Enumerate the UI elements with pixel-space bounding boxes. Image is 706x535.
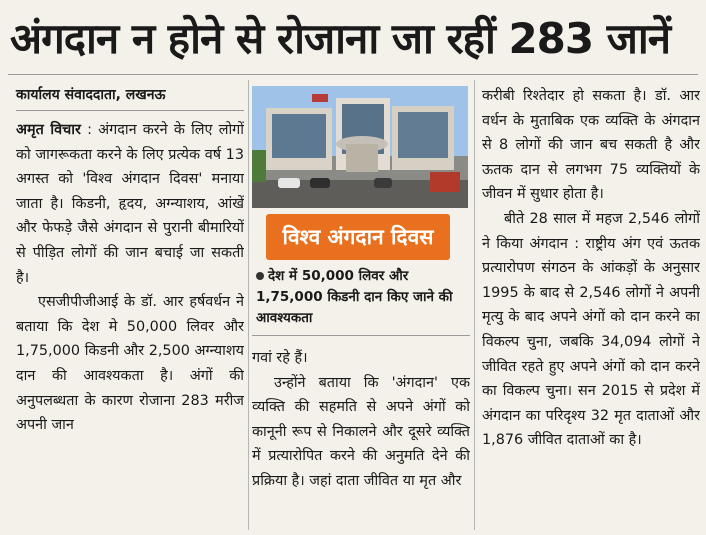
hospital-building-image	[252, 86, 468, 208]
headline-rule	[8, 74, 698, 75]
headline: अंगदान न होने से रोजाना जा रहीं 283 जानें	[10, 14, 671, 63]
article-column-2	[252, 346, 470, 530]
paragraph-1-text: : अंगदान करने के लिए लोगों को जागरूकता करने के लिए प्रत्येक वर्ष 13 अगस्त को 'विश्व अंगदान दिवस' मनाया जाता है। किडनी, हृदय, अग्न्याशय, आंखें और फेफड़े जैसे अंगदान से पुरानी बीमारियों से पीड़ित लोगों की जान बचाई जा सकती है।	[16, 122, 244, 286]
hospital-photo	[252, 86, 468, 208]
column-divider-1	[248, 80, 249, 530]
highlight-rule	[252, 335, 470, 336]
world-organ-donation-day-tag: विश्व अंगदान दिवस	[266, 214, 450, 260]
highlight-text: देश में 50,000 लिवर और 1,75,000 किडनी दान किए जाने की आवश्यकता	[256, 268, 453, 326]
paragraph-5: करीबी रिश्तेदार हो सकता है। डॉ. आर वर्धन के मुताबिक एक व्यक्ति के अंगदान से 8 लोगों की जान बच सकती है और ऊतक दान से लगभग 75 व्यक्तियों के जीवन में सुधार होता है।	[482, 88, 700, 203]
paragraph-1	[16, 118, 244, 290]
paragraph-6: बीते 28 साल में महज 2,546 लोगों ने किया अंगदान : राष्ट्रीय अंग एवं ऊतक प्रत्यारोपण संगठन के आंकड़ों के अनुसार 1995 के बाद से 2,546 लोगों ने अपनी मृत्यु के बाद अपने अंगों को दान करने का विकल्प चुना, जबकि 34,094 लोगों ने जीवित रहते हुए अपने अंगों को दान करने का विकल्प चुना। सन 2015 से प्रदेश में अंगदान का परिदृश्य 32 मृत दाताओं और 1,876 जीवित दाताओं का है।	[482, 210, 700, 449]
byline: कार्यालय संवाददाता, लखनऊ	[16, 85, 244, 111]
bullet-icon	[256, 272, 264, 280]
lead-in: अमृत विचार	[16, 122, 81, 138]
article-column-1	[16, 118, 244, 530]
highlight-box	[256, 266, 468, 329]
article-column-3	[482, 84, 700, 530]
paragraph-4: उन्होंने बताया कि 'अंगदान' एक व्यक्ति की सहमति से अपने अंगों को कानूनी रूप से निकालने और दूसरे व्यक्ति में प्रत्यारोपित करने की अनुमति देने की प्रक्रिया है। जहां दाता जीवित या मृत और	[252, 374, 470, 489]
column-divider-2	[474, 80, 475, 530]
paragraph-2: एसजीपीजीआई के डॉ. आर हर्षवर्धन ने बताया कि देश मे 50,000 लिवर और 1,75,000 किडनी और 2,500 अग्न्याशय दान की आवश्यकता है। अंगों की अनुपलब्धता के कारण रोजाना 283 मरीज अपनी जान	[16, 294, 244, 434]
paragraph-3: गवां रहे हैं।	[252, 350, 308, 366]
